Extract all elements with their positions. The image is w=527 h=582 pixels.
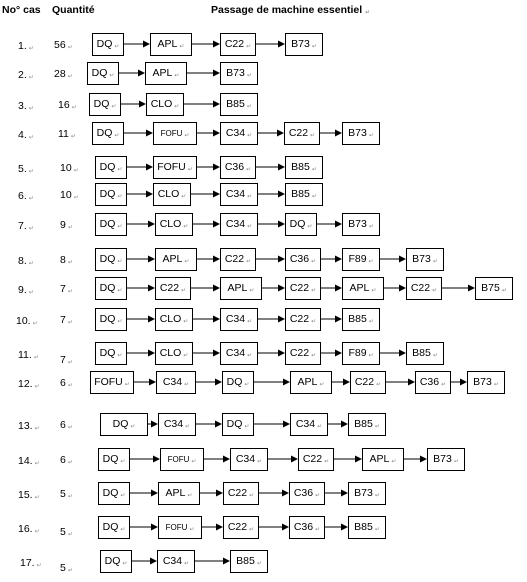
machine-box-dq: DQ ↵ — [98, 482, 130, 505]
machine-box-f89: F89 ↵ — [342, 248, 380, 271]
machine-box-c34: C34 ↵ — [220, 213, 258, 236]
machine-box-b73: B73 ↵ — [285, 33, 323, 56]
quantity-value: 7 ↵ — [60, 314, 73, 326]
machine-box-c34: C34 ↵ — [220, 183, 258, 206]
machine-box-clo: CLO ↵ — [146, 93, 184, 116]
machine-box-apl: APL ↵ — [145, 62, 187, 85]
machine-box-b73: B73 ↵ — [427, 448, 465, 471]
machine-box-dq: DQ ↵ — [285, 213, 317, 236]
machine-box-c36: C36 ↵ — [285, 248, 321, 271]
machine-box-b85: B85 ↵ — [285, 183, 323, 206]
machine-box-c36: C36 ↵ — [289, 516, 325, 539]
machine-box-c22: C22 ↵ — [284, 122, 320, 145]
machine-box-apl: APL ↵ — [220, 277, 262, 300]
machine-box-dq: DQ ↵ — [222, 413, 254, 436]
machine-box-c22: C22 ↵ — [406, 277, 442, 300]
case-number: 7. ↵ — [18, 220, 34, 232]
quantity-value: 6 ↵ — [60, 454, 73, 466]
case-number: 5. ↵ — [18, 163, 34, 175]
quantity-value: 7 ↵ — [60, 283, 73, 295]
machine-box-b85: B85 ↵ — [220, 93, 258, 116]
machine-box-apl: APL ↵ — [158, 482, 200, 505]
case-number: 9. ↵ — [18, 284, 34, 296]
machine-box-b85: B85 ↵ — [285, 156, 323, 179]
machine-box-c36: C36 ↵ — [220, 156, 256, 179]
machine-box-dq: DQ ↵ — [95, 342, 127, 365]
machine-box-c34: C34 ↵ — [156, 371, 196, 394]
machine-box-fofu: FOFU ↵ — [160, 448, 204, 471]
quantity-value: 7 ↵ — [60, 354, 73, 366]
machine-box-c22: C22 ↵ — [220, 248, 256, 271]
machine-box-clo: CLO ↵ — [155, 308, 193, 331]
machine-box-b73: B73 ↵ — [342, 122, 380, 145]
machine-box-dq: DQ ↵ — [98, 448, 130, 471]
machine-box-fofu: FOFU ↵ — [90, 371, 134, 394]
quantity-value: 11 ↵ — [58, 128, 76, 140]
quantity-value: 10 ↵ — [60, 189, 79, 201]
machine-box-dq: DQ ↵ — [89, 93, 121, 116]
machine-box-apl: APL ↵ — [150, 33, 192, 56]
case-number: 8. ↵ — [18, 255, 34, 267]
machine-box-apl: APL ↵ — [290, 371, 332, 394]
machine-box-dq: DQ ↵ — [95, 308, 127, 331]
machine-box-dq: DQ ↵ — [100, 550, 132, 573]
case-number: 3. ↵ — [18, 100, 34, 112]
machine-box-clo: CLO ↵ — [155, 342, 193, 365]
machine-box-c22: C22 ↵ — [223, 516, 259, 539]
machine-box-apl: APL ↵ — [155, 248, 197, 271]
machine-box-dq: DQ ↵ — [95, 213, 127, 236]
machine-box-fofu: FOFU ↵ — [153, 122, 197, 145]
case-number: 15. ↵ — [18, 489, 40, 501]
case-number: 11. ↵ — [18, 349, 39, 361]
machine-box-c22: C22 ↵ — [298, 448, 334, 471]
machine-box-dq: DQ ↵ — [95, 156, 127, 179]
machine-box-c22: C22 ↵ — [285, 277, 321, 300]
machine-box-b85: B85 ↵ — [230, 550, 268, 573]
machine-box-c22: C22 ↵ — [285, 342, 321, 365]
quantity-value: 6 ↵ — [60, 419, 73, 431]
quantity-value: 5 ↵ — [60, 488, 73, 500]
case-number: 14. ↵ — [18, 455, 40, 467]
quantity-value: 6 ↵ — [60, 377, 73, 389]
machine-box-apl: APL ↵ — [342, 277, 384, 300]
quantity-value: 56 ↵ — [54, 39, 73, 51]
machine-box-b73: B73 ↵ — [220, 62, 258, 85]
machine-box-c34: C34 ↵ — [290, 413, 328, 436]
machine-box-b75: B75 ↵ — [475, 277, 513, 300]
machine-box-c34: C34 ↵ — [220, 122, 258, 145]
quantity-value: 5 ↵ — [60, 526, 73, 538]
case-number: 10. ↵ — [16, 315, 38, 327]
machine-box-clo: CLO ↵ — [155, 213, 193, 236]
machine-box-b73: B73 ↵ — [348, 482, 386, 505]
machine-box-c22: C22 ↵ — [350, 371, 386, 394]
case-number: 12. ↵ — [18, 378, 40, 390]
machine-box-c36: C36 ↵ — [415, 371, 451, 394]
machine-box-b85: B85 ↵ — [406, 342, 444, 365]
header-case-number: No° cas — [2, 4, 41, 16]
machine-box-dq: DQ ↵ — [222, 371, 254, 394]
machine-box-dq: DQ ↵ — [92, 122, 124, 145]
machine-box-dq: DQ ↵ — [92, 33, 124, 56]
quantity-value: 10 ↵ — [60, 162, 79, 174]
machine-box-dq: DQ ↵ — [95, 183, 127, 206]
header-machine-passage: Passage de machine essentiel ↵ — [211, 4, 371, 16]
machine-box-f89: F89 ↵ — [342, 342, 380, 365]
machine-box-apl: APL ↵ — [362, 448, 404, 471]
machine-box-c22: C22 ↵ — [223, 482, 259, 505]
quantity-value: 8 ↵ — [60, 254, 73, 266]
machine-box-dq: DQ ↵ — [95, 277, 127, 300]
case-number: 1. ↵ — [18, 40, 34, 52]
machine-box-c22: C22 ↵ — [220, 33, 256, 56]
machine-box-b85: B85 ↵ — [348, 516, 386, 539]
machine-box-dq: DQ ↵ — [100, 413, 148, 436]
machine-box-b73: B73 ↵ — [342, 213, 380, 236]
machine-box-b73: B73 ↵ — [406, 248, 444, 271]
machine-box-c22: C22 ↵ — [285, 308, 321, 331]
machine-box-b85: B85 ↵ — [348, 413, 386, 436]
machine-box-dq: DQ ↵ — [87, 62, 119, 85]
case-number: 16. ↵ — [18, 523, 40, 535]
case-number: 4. ↵ — [18, 129, 34, 141]
header-quantity: Quantité — [52, 4, 95, 16]
machine-box-dq: DQ ↵ — [98, 516, 130, 539]
machine-box-c34: C34 ↵ — [220, 342, 258, 365]
machine-box-b85: B85 ↵ — [342, 308, 380, 331]
case-number: 13. ↵ — [18, 420, 40, 432]
machine-box-c34: C34 ↵ — [230, 448, 268, 471]
machine-box-dq: DQ ↵ — [95, 248, 127, 271]
machine-box-clo: CLO ↵ — [153, 183, 191, 206]
case-number: 17. ↵ — [20, 557, 42, 569]
machine-box-c34: C34 ↵ — [158, 413, 196, 436]
case-number: 6. ↵ — [18, 190, 34, 202]
case-number: 2. ↵ — [18, 69, 34, 81]
machine-box-fofu: FOFU ↵ — [158, 516, 202, 539]
machine-box-c34: C34 ↵ — [220, 308, 258, 331]
machine-box-c36: C36 ↵ — [289, 482, 325, 505]
quantity-value: 16 ↵ — [58, 99, 77, 111]
quantity-value: 5 ↵ — [60, 562, 73, 574]
machine-box-fofu: FOFU ↵ — [153, 156, 197, 179]
quantity-value: 28 ↵ — [54, 68, 73, 80]
machine-box-b73: B73 ↵ — [467, 371, 505, 394]
machine-box-c34: C34 ↵ — [157, 550, 195, 573]
machine-box-c22: C22 ↵ — [155, 277, 191, 300]
quantity-value: 9 ↵ — [60, 219, 73, 231]
